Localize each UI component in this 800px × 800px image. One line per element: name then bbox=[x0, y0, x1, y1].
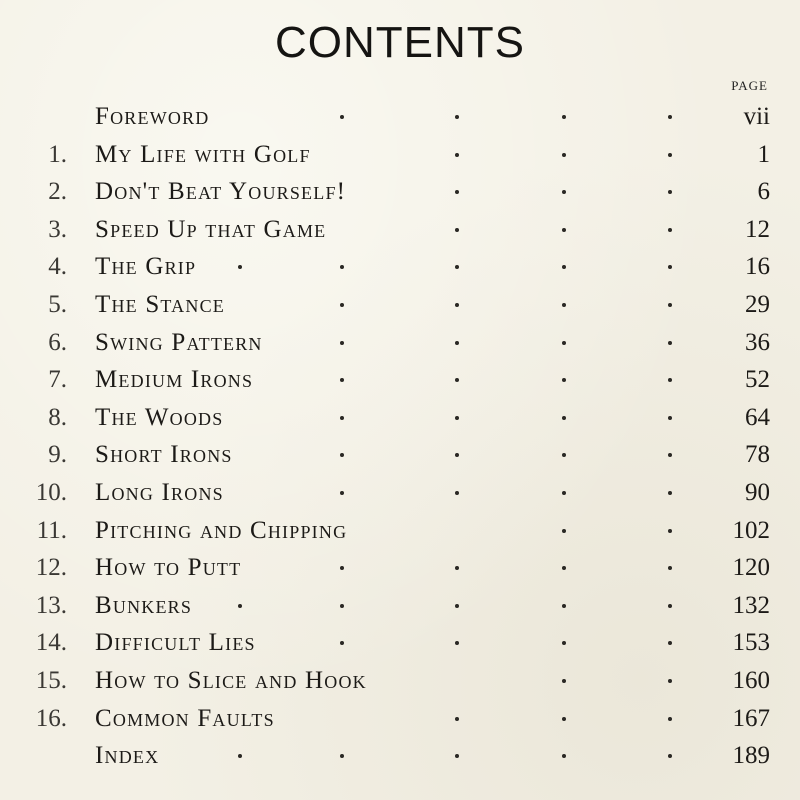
page-number: vii bbox=[743, 103, 770, 130]
leader-dot bbox=[668, 717, 672, 721]
chapter-title: Pitching and Chipping bbox=[95, 516, 348, 544]
leader-dot bbox=[668, 679, 672, 683]
chapter-number: 9. bbox=[48, 441, 67, 469]
page-number: 90 bbox=[745, 478, 770, 506]
chapter-title: The Woods bbox=[95, 403, 224, 431]
contents-entry bbox=[0, 211, 800, 249]
leader-dot bbox=[455, 378, 459, 382]
page-number: 29 bbox=[745, 290, 770, 318]
leader-dot bbox=[668, 153, 672, 157]
leader-dot bbox=[668, 529, 672, 533]
leader-dot bbox=[455, 604, 459, 608]
page-number: 132 bbox=[732, 591, 770, 619]
leader-dot bbox=[340, 378, 344, 382]
page-number: 6 bbox=[757, 178, 770, 206]
chapter-number: 12. bbox=[35, 554, 67, 582]
leader-dot bbox=[562, 303, 566, 307]
leader-dot bbox=[562, 566, 566, 570]
leader-dot bbox=[340, 754, 344, 758]
leader-dot bbox=[340, 303, 344, 307]
page-number: 189 bbox=[732, 742, 770, 770]
contents-entry bbox=[0, 700, 800, 738]
contents-entry bbox=[0, 399, 800, 437]
leader-dot bbox=[668, 115, 672, 119]
chapter-title: Medium Irons bbox=[95, 366, 254, 394]
leader-dot bbox=[668, 228, 672, 232]
leader-dot bbox=[668, 303, 672, 307]
contents-entry bbox=[0, 436, 800, 474]
chapter-number: 10. bbox=[35, 478, 67, 506]
leader-dot bbox=[562, 453, 566, 457]
leader-dot bbox=[562, 641, 566, 645]
leader-dot bbox=[562, 529, 566, 533]
page-number: 120 bbox=[732, 554, 770, 582]
chapter-title: Difficult Lies bbox=[95, 629, 256, 657]
leader-dot bbox=[455, 717, 459, 721]
leader-dot bbox=[340, 566, 344, 570]
leader-dot bbox=[668, 566, 672, 570]
contents-entry bbox=[0, 173, 800, 211]
leader-dot bbox=[455, 566, 459, 570]
leader-dot bbox=[340, 115, 344, 119]
leader-dot bbox=[562, 190, 566, 194]
chapter-title: Swing Pattern bbox=[95, 328, 263, 356]
leader-dot bbox=[562, 717, 566, 721]
contents-entry bbox=[0, 248, 800, 286]
chapter-number: 3. bbox=[48, 215, 67, 243]
page-column-label: PAGE bbox=[731, 78, 768, 93]
contents-entry bbox=[0, 512, 800, 550]
chapter-number: 16. bbox=[35, 704, 67, 732]
chapter-title: The Stance bbox=[95, 290, 225, 318]
leader-dot bbox=[340, 265, 344, 269]
page-number: 167 bbox=[732, 704, 770, 732]
contents-entry bbox=[0, 324, 800, 362]
leader-dot bbox=[455, 754, 459, 758]
leader-dot bbox=[340, 491, 344, 495]
contents-entry bbox=[0, 286, 800, 324]
leader-dot bbox=[562, 153, 566, 157]
chapter-title: How to Slice and Hook bbox=[95, 666, 367, 694]
contents-entry bbox=[0, 98, 800, 136]
chapter-title: Short Irons bbox=[95, 441, 233, 469]
chapter-title: Bunkers bbox=[95, 591, 193, 619]
page-number: 78 bbox=[745, 441, 770, 469]
page-number: 1 bbox=[757, 140, 770, 168]
chapter-title: The Grip bbox=[95, 253, 197, 281]
page-number: 12 bbox=[745, 215, 770, 243]
leader-dot bbox=[455, 453, 459, 457]
chapter-title: Common Faults bbox=[95, 704, 275, 732]
contents-entry bbox=[0, 737, 800, 775]
leader-dot bbox=[562, 604, 566, 608]
page-number: 16 bbox=[745, 253, 770, 281]
leader-dot bbox=[340, 453, 344, 457]
leader-dot bbox=[455, 265, 459, 269]
page-number: 153 bbox=[732, 629, 770, 657]
leader-dot bbox=[455, 115, 459, 119]
chapter-number: 13. bbox=[35, 591, 67, 619]
leader-dot bbox=[562, 491, 566, 495]
contents-entry bbox=[0, 474, 800, 512]
leader-dot bbox=[668, 265, 672, 269]
contents-entry bbox=[0, 662, 800, 700]
leader-dot bbox=[562, 754, 566, 758]
leader-dot bbox=[238, 265, 242, 269]
leader-dot bbox=[455, 228, 459, 232]
leader-dot bbox=[562, 115, 566, 119]
leader-dot bbox=[562, 679, 566, 683]
leader-dot bbox=[455, 491, 459, 495]
leader-dot bbox=[668, 378, 672, 382]
leader-dot bbox=[668, 341, 672, 345]
chapter-title: Long Irons bbox=[95, 478, 224, 506]
leader-dot bbox=[455, 153, 459, 157]
leader-dot bbox=[562, 416, 566, 420]
chapter-title: Index bbox=[95, 742, 160, 770]
contents-entry bbox=[0, 361, 800, 399]
chapter-number: 11. bbox=[36, 516, 67, 544]
chapter-number: 4. bbox=[48, 253, 67, 281]
leader-dot bbox=[668, 754, 672, 758]
page-number: 64 bbox=[745, 403, 770, 431]
chapter-title: How to Putt bbox=[95, 554, 242, 582]
chapter-number: 5. bbox=[48, 290, 67, 318]
page-number: 160 bbox=[732, 666, 770, 694]
chapter-number: 1. bbox=[48, 140, 67, 168]
leader-dot bbox=[455, 303, 459, 307]
leader-dot bbox=[562, 341, 566, 345]
contents-entry bbox=[0, 549, 800, 587]
chapter-title: My Life with Golf bbox=[95, 140, 311, 168]
page-number: 36 bbox=[745, 328, 770, 356]
leader-dot bbox=[340, 341, 344, 345]
chapter-number: 6. bbox=[48, 328, 67, 356]
leader-dot bbox=[455, 190, 459, 194]
leader-dot bbox=[562, 378, 566, 382]
contents-entry bbox=[0, 136, 800, 174]
leader-dot bbox=[455, 416, 459, 420]
contents-entry bbox=[0, 587, 800, 625]
page-number: 102 bbox=[732, 516, 770, 544]
contents-list bbox=[0, 98, 800, 775]
leader-dot bbox=[238, 754, 242, 758]
leader-dot bbox=[668, 453, 672, 457]
chapter-number: 8. bbox=[48, 403, 67, 431]
chapter-number: 7. bbox=[48, 366, 67, 394]
chapter-number: 2. bbox=[48, 178, 67, 206]
chapter-title: Foreword bbox=[95, 103, 210, 130]
leader-dot bbox=[340, 604, 344, 608]
leader-dot bbox=[562, 228, 566, 232]
chapter-number: 14. bbox=[35, 629, 67, 657]
leader-dot bbox=[668, 641, 672, 645]
leader-dot bbox=[455, 341, 459, 345]
chapter-title: Don't Beat Yourself! bbox=[95, 178, 347, 206]
leader-dot bbox=[455, 641, 459, 645]
leader-dot bbox=[668, 190, 672, 194]
chapter-title: Speed Up that Game bbox=[95, 215, 327, 243]
leader-dot bbox=[238, 604, 242, 608]
leader-dot bbox=[668, 491, 672, 495]
page-title: CONTENTS bbox=[275, 18, 525, 67]
leader-dot bbox=[668, 604, 672, 608]
leader-dot bbox=[340, 416, 344, 420]
leader-dot bbox=[340, 641, 344, 645]
chapter-number: 15. bbox=[35, 666, 67, 694]
leader-dot bbox=[562, 265, 566, 269]
page-number: 52 bbox=[745, 366, 770, 394]
contents-entry bbox=[0, 624, 800, 662]
leader-dot bbox=[668, 416, 672, 420]
